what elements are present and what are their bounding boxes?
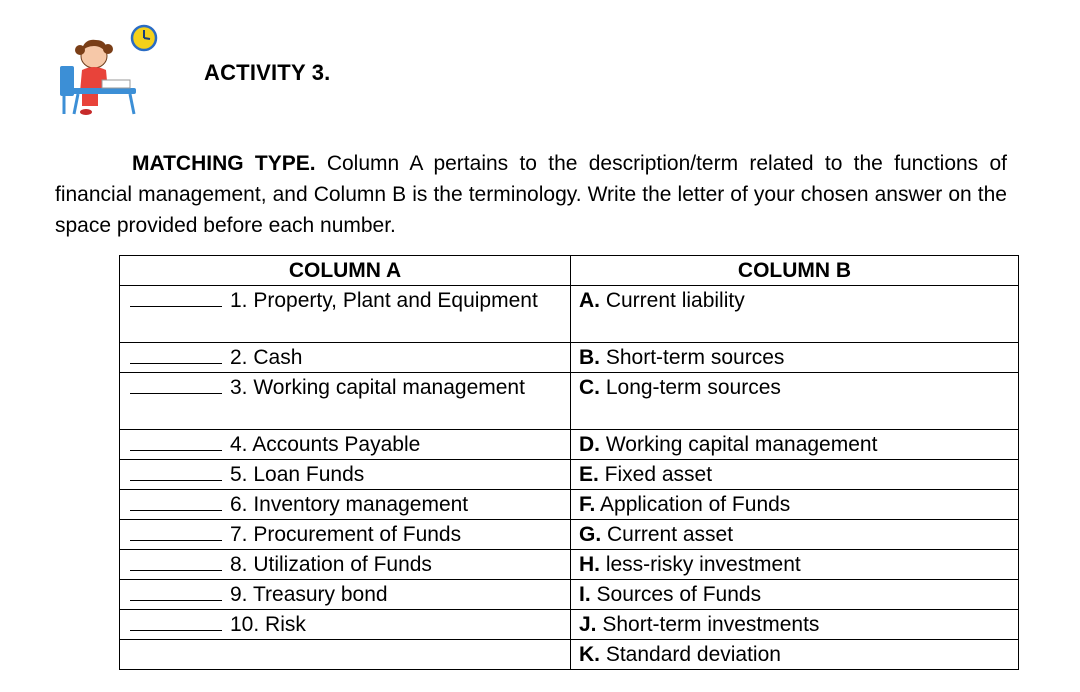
- table-row: [120, 490, 1019, 520]
- answer-blank[interactable]: [130, 286, 222, 307]
- table-row: [120, 640, 1019, 670]
- column-b-item: E. Fixed asset: [571, 460, 1019, 490]
- table-row: [120, 286, 1019, 343]
- column-a-item: 10. Risk: [120, 610, 571, 640]
- column-b-item: G. Current asset: [571, 520, 1019, 550]
- column-b-item: F. Application of Funds: [571, 490, 1019, 520]
- column-b-item: A. Current liability: [571, 286, 1019, 343]
- column-a-item: 4. Accounts Payable: [120, 430, 571, 460]
- column-b-item: D. Working capital management: [571, 430, 1019, 460]
- column-a-item: [120, 640, 571, 670]
- student-writing-clipart: [52, 22, 164, 118]
- column-a-item: 6. Inventory management: [120, 490, 571, 520]
- answer-blank[interactable]: [130, 460, 222, 481]
- answer-blank[interactable]: [130, 430, 222, 451]
- column-b-item: H. less-risky investment: [571, 550, 1019, 580]
- table-row: [120, 610, 1019, 640]
- column-a-item: 7. Procurement of Funds: [120, 520, 571, 550]
- table-row: [120, 430, 1019, 460]
- column-a-item: 3. Working capital management: [120, 373, 571, 430]
- column-a-item: 1. Property, Plant and Equipment: [120, 286, 571, 343]
- column-b-item: J. Short-term investments: [571, 610, 1019, 640]
- column-b-item: K. Standard deviation: [571, 640, 1019, 670]
- column-a-item: 5. Loan Funds: [120, 460, 571, 490]
- column-b-item: I. Sources of Funds: [571, 580, 1019, 610]
- column-b-item: B. Short-term sources: [571, 343, 1019, 373]
- matching-table: [119, 255, 1019, 670]
- table-row: [120, 343, 1019, 373]
- table-row: [120, 550, 1019, 580]
- table-row: [120, 580, 1019, 610]
- answer-blank[interactable]: [130, 520, 222, 541]
- column-a-item: 9. Treasury bond: [120, 580, 571, 610]
- answer-blank[interactable]: [130, 610, 222, 631]
- answer-blank[interactable]: [130, 490, 222, 511]
- instructions-lead: MATCHING TYPE.: [132, 152, 316, 175]
- instructions-text: Column A pertains to the description/term related to the functions of financial management, and Column B is the terminology. Write the letter of your chosen answer on the space provided before each number.: [55, 152, 1007, 237]
- instructions: [55, 148, 1007, 241]
- column-a-item: 2. Cash: [120, 343, 571, 373]
- answer-blank[interactable]: [130, 580, 222, 601]
- column-b-header: COLUMN B: [571, 256, 1019, 286]
- column-b-item: C. Long-term sources: [571, 373, 1019, 430]
- column-a-item: 8. Utilization of Funds: [120, 550, 571, 580]
- column-a-header: COLUMN A: [120, 256, 571, 286]
- answer-blank[interactable]: [130, 373, 222, 394]
- answer-blank[interactable]: [130, 343, 222, 364]
- activity-title: ACTIVITY 3.: [204, 60, 331, 85]
- table-row: [120, 520, 1019, 550]
- answer-blank[interactable]: [130, 550, 222, 571]
- table-row: [120, 373, 1019, 430]
- table-row: [120, 460, 1019, 490]
